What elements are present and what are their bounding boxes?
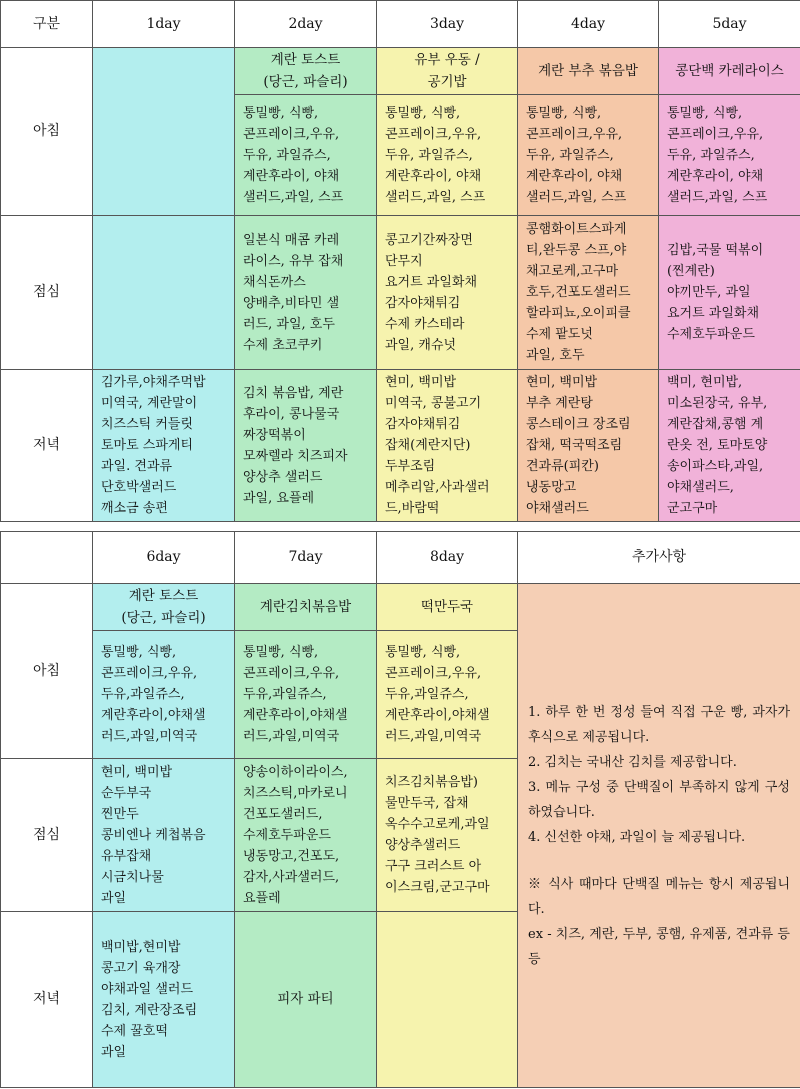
dinner-day5: 백미, 현미밥, 미소된장국, 유부, 계란잡채,콩햄 계 란옷 전, 토마토양 송이파스타,과일, 야채샐러드, 군고구마 xyxy=(659,370,800,522)
protein-notice: ※ 식사 때마다 단백질 메뉴는 항시 제공됩니다. ex - 치즈, 계란, 두부, 콩햄, 유제품, 견과류 등등 xyxy=(528,876,790,967)
breakfast-menu-day2: 통밀빵, 식빵, 콘프레이크,우유, 두유, 과일쥬스, 계란후라이, 야채 샐러드,과일, 스프 xyxy=(235,95,377,216)
header-category-2 xyxy=(1,532,93,584)
breakfast-title-day3: 유부 우동 / 공기밥 xyxy=(377,48,518,95)
header-day6: 6day xyxy=(93,532,235,584)
breakfast-menu-day5: 통밀빵, 식빵, 콘프레이크,우유, 두유, 과일쥬스, 계란후라이, 야채 샐러드,과일, 스프 xyxy=(659,95,800,216)
row-label-breakfast: 아침 xyxy=(1,48,93,216)
breakfast-menu-day7: 통밀빵, 식빵, 콘프레이크,우유, 두유,과일쥬스, 계란후라이,야채샐 러드,과일,미역국 xyxy=(235,631,377,759)
breakfast-menu-day4: 통밀빵, 식빵, 콘프레이크,우유, 두유, 과일쥬스, 계란후라이, 야채 샐러드,과일, 스프 xyxy=(518,95,659,216)
breakfast-title-day5: 콩단백 카레라이스 xyxy=(659,48,800,95)
lunch-day5: 김밥,국물 떡볶이 (찐계란) 야끼만두, 과일 요거트 과일화채 수제호두파운드 xyxy=(659,216,800,370)
header-day7: 7day xyxy=(235,532,377,584)
lunch-day2: 일본식 매콤 카레 라이스, 유부 잡채 채식돈까스 양배추,비타민 샐 러드, 과일, 호두 수제 초코쿠키 xyxy=(235,216,377,370)
breakfast-menu-day8: 통밀빵, 식빵, 콘프레이크,우유, 두유,과일쥬스, 계란후라이,야채샐 러드,과일,미역국 xyxy=(377,631,518,759)
note-2: 2. 김치는 국내산 김치를 제공합니다. xyxy=(528,754,737,770)
lunch-day3: 콩고기간짜장면 단무지 요거트 과일화채 감자야채튀김 수제 카스테라 과일, 캐슈넛 xyxy=(377,216,518,370)
note-1: 1. 하루 한 번 정성 들여 직접 구운 빵, 과자가 후식으로 제공됩니다. xyxy=(528,704,790,745)
lunch-day1 xyxy=(93,216,235,370)
dinner-day2: 김치 볶음밥, 계란 후라이, 콩나물국 짜장떡볶이 모짜렐라 치즈피자 양상추 샐러드 과일, 요플레 xyxy=(235,370,377,522)
breakfast-title-day6: 계란 토스트 (당근, 파슬리) xyxy=(93,584,235,631)
dinner-day4: 현미, 백미밥 부추 계란탕 콩스테이크 장조림 잡채, 떡국떡조림 견과류(피칸) 냉동망고 야채샐러드 xyxy=(518,370,659,522)
note-4: 4. 신선한 야채, 과일이 늘 제공됩니다. xyxy=(528,829,746,845)
header-notes: 추가사항 xyxy=(518,532,800,584)
meal-table-week2 xyxy=(0,531,800,1088)
header-day3: 3day xyxy=(377,1,518,48)
dinner-day3: 현미, 백미밥 미역국, 콩불고기 감자야채튀김 잡채(계란지단) 두부조림 메추리알,사과샐러 드,바람떡 xyxy=(377,370,518,522)
lunch-day7: 양송이하이라이스, 치즈스틱,마카로니 건포도샐러드, 수제호두파운드 냉동망고,건포도, 감자,사과샐러드, 요플레 xyxy=(235,759,377,912)
row-label-lunch: 점심 xyxy=(1,216,93,370)
breakfast-title-day8: 떡만두국 xyxy=(377,584,518,631)
breakfast-menu-day3: 통밀빵, 식빵, 콘프레이크,우유, 두유, 과일쥬스, 계란후라이, 야채 샐러드,과일, 스프 xyxy=(377,95,518,216)
header-category: 구분 xyxy=(1,1,93,48)
header-day4: 4day xyxy=(518,1,659,48)
dinner-day8 xyxy=(377,912,518,1088)
header-day5: 5day xyxy=(659,1,800,48)
dinner-day6: 백미밥,현미밥 콩고기 육개장 야채과일 샐러드 김치, 계란장조림 수제 꿀호떡 과일 xyxy=(93,912,235,1088)
header-day1: 1day xyxy=(93,1,235,48)
lunch-day4: 콩햄화이트스파게 티,완두콩 스프,야 채고로케,고구마 호두,건포도샐러드 할라피뇨,오이피클 수제 팥도넛 과일, 호두 xyxy=(518,216,659,370)
breakfast-menu-day6: 통밀빵, 식빵, 콘프레이크,우유, 두유,과일쥬스, 계란후라이,야채샐 러드,과일,미역국 xyxy=(93,631,235,759)
lunch-day6: 현미, 백미밥 순두부국 찐만두 콩비엔나 케첩볶음 유부잡채 시금치나물 과일 xyxy=(93,759,235,912)
row-label-dinner: 저녁 xyxy=(1,370,93,522)
breakfast-day1 xyxy=(93,48,235,216)
header-day2: 2day xyxy=(235,1,377,48)
dinner-day7: 피자 파티 xyxy=(235,912,377,1088)
header-day8: 8day xyxy=(377,532,518,584)
lunch-day8: 치즈김치볶음밥) 물만두국, 잡채 옥수수고로케,과일 양상추샐러드 구구 크러스트 아 이스크림,군고구마 xyxy=(377,759,518,912)
breakfast-title-day4: 계란 부추 볶음밥 xyxy=(518,48,659,95)
row-label-lunch-2: 점심 xyxy=(1,759,93,912)
meal-table-week1 xyxy=(0,0,800,522)
note-3: 3. 메뉴 구성 중 단백질이 부족하지 않게 구성하였습니다. xyxy=(528,779,790,820)
notes-panel xyxy=(518,584,800,1088)
breakfast-title-day2: 계란 토스트 (당근, 파슬리) xyxy=(235,48,377,95)
row-label-breakfast-2: 아침 xyxy=(1,584,93,759)
row-label-dinner-2: 저녁 xyxy=(1,912,93,1088)
breakfast-title-day7: 계란김치볶음밥 xyxy=(235,584,377,631)
dinner-day1: 김가루,야채주먹밥 미역국, 계란말이 치즈스틱 커들릿 토마토 스파게티 과일. 견과류 단호박샐러드 깨소금 송편 xyxy=(93,370,235,522)
